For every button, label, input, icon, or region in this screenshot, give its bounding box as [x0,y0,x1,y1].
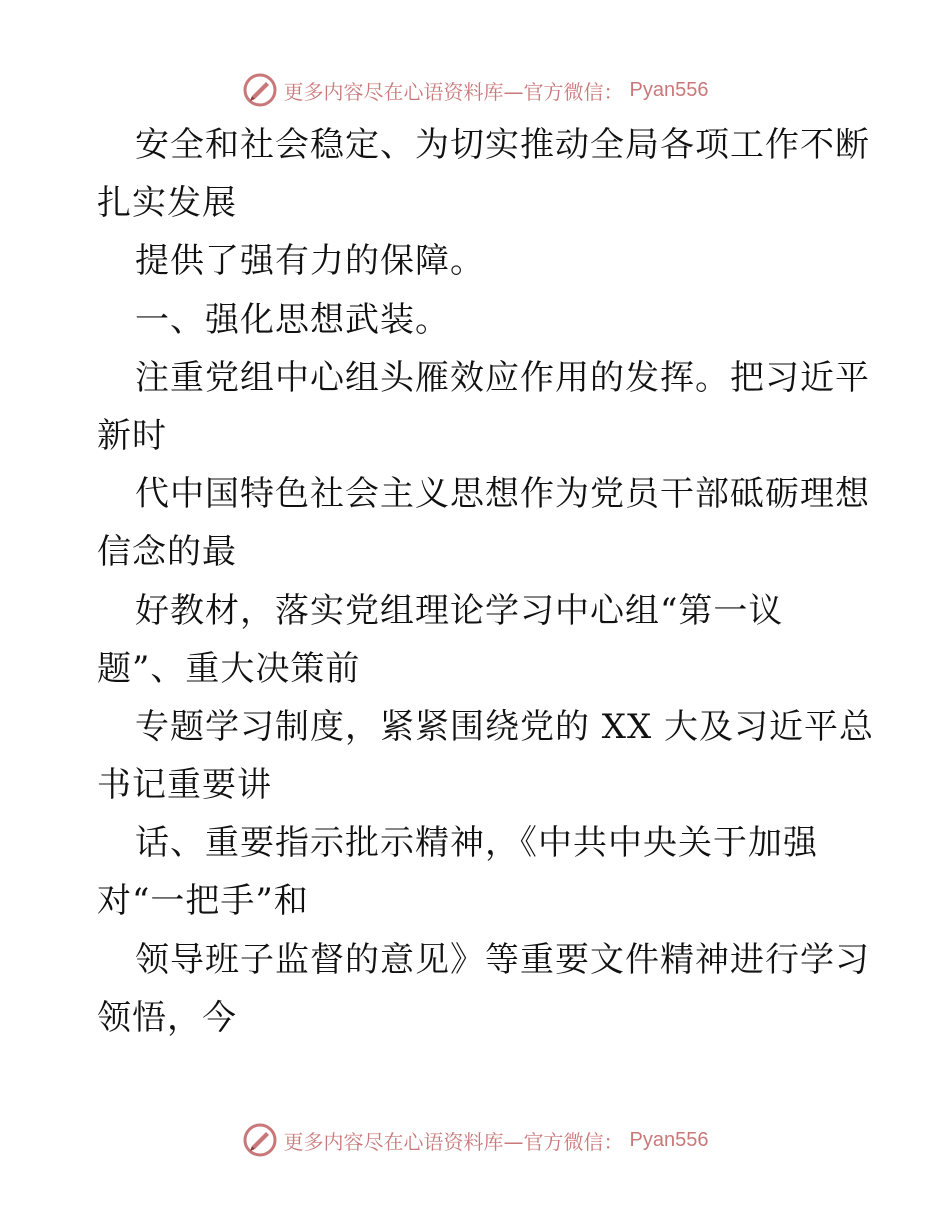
text-line: 注重党组中心组头雁效应作用的发挥。把习近平 [135,357,870,398]
text-line: 话、重要指示批示精神，《中共中央关于加强 [135,823,818,864]
text-line: 书记重要讲 [97,765,272,806]
text-line: 好教材，落实党组理论学习中心组“第一议 [135,590,784,631]
text-line: 安全和社会稳定、为切实推动全局各项工作不断 [135,125,870,165]
text-line: 提供了强有力的保障。 [135,241,485,282]
section-heading: 一、强化思想武装。 [135,299,450,340]
text-line: 专题学习制度，紧紧围绕党的 XX 大及习近平总 [135,706,875,747]
pen-logo-icon [242,1122,278,1158]
text-line: 领悟，今 [97,997,237,1038]
watermark-text: 更多内容尽在心语资料库—官方微信： [283,1129,624,1154]
watermark-wechat-id: Pyan556 [629,78,709,101]
watermark-footer [0,1120,950,1160]
watermark-wechat-id: Pyan556 [629,1128,709,1151]
pen-logo-icon [242,72,278,108]
text-line: 新时 [97,415,167,456]
text-line: 领导班子监督的意见》等重要文件精神进行学习 [135,939,870,980]
document-body [97,116,875,1047]
watermark-header [0,70,950,110]
text-line: 对“一把手”和 [97,881,309,922]
text-line: 题”、重大决策前 [97,648,361,689]
watermark-text: 更多内容尽在心语资料库—官方微信： [283,79,624,104]
text-line: 信念的最 [97,532,237,573]
text-line: 扎实发展 [97,183,237,224]
text-line: 代中国特色社会主义思想作为党员干部砥砺理想 [135,474,870,515]
